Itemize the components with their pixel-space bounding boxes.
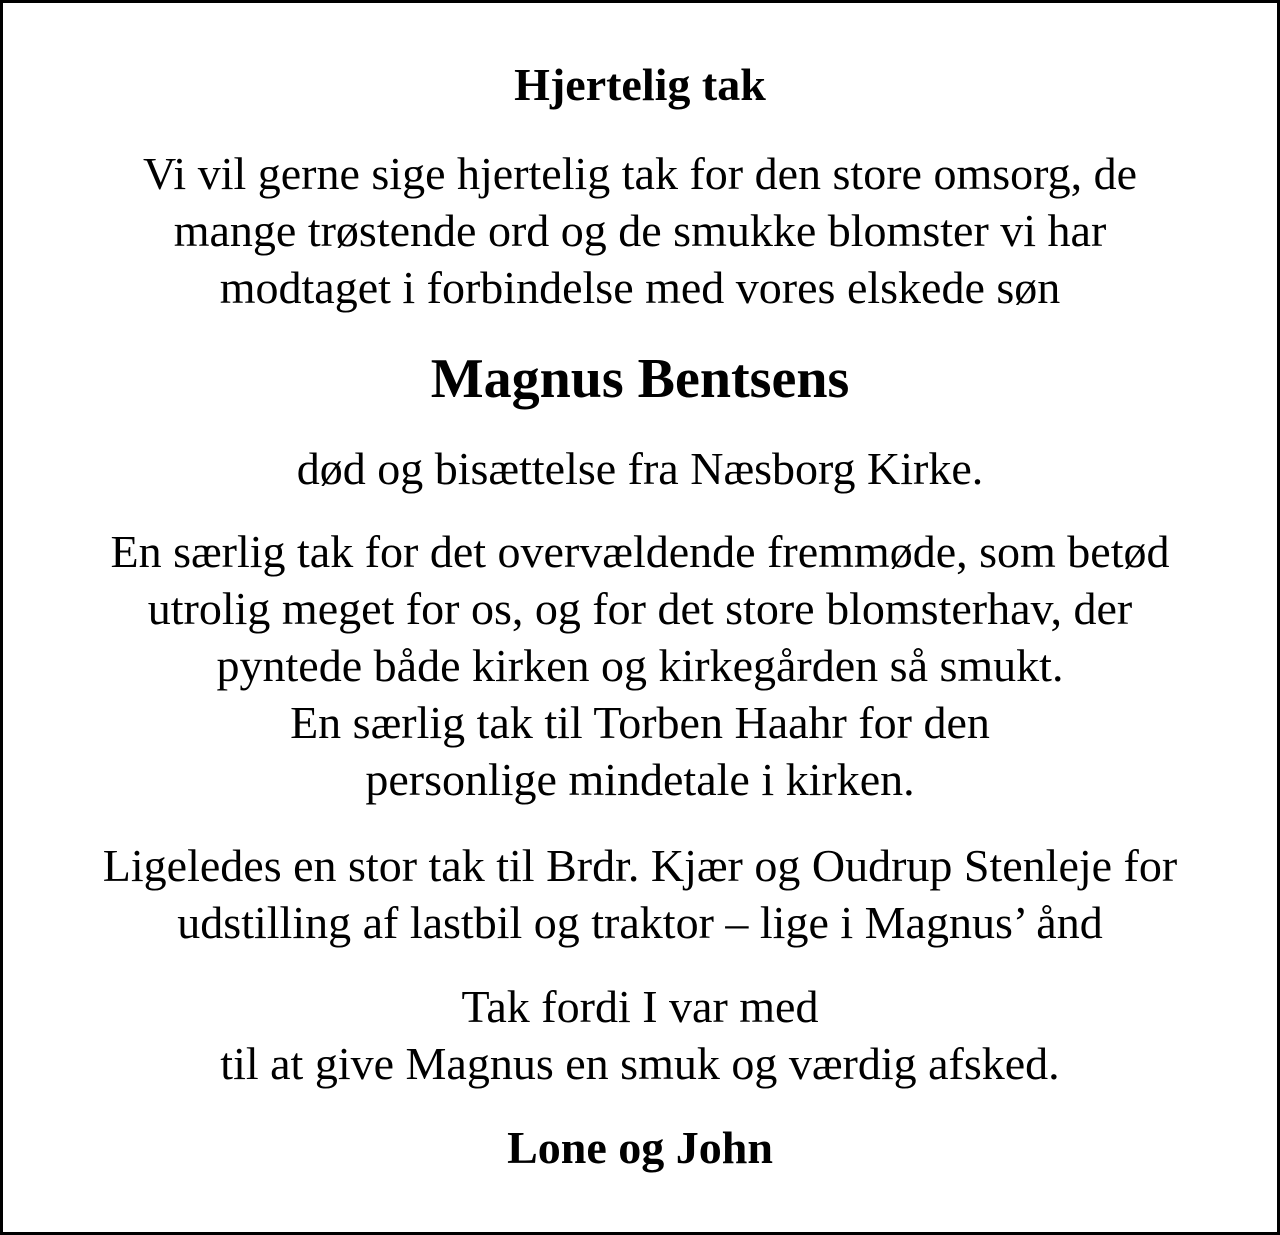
closing-line: til at give Magnus en smuk og værdig afsked.	[220, 1038, 1060, 1089]
signature: Lone og John	[507, 1122, 773, 1173]
notice-heading: Hjertelig tak	[514, 59, 766, 110]
special-thanks-line: pyntede både kirken og kirkegården så smukt.	[216, 640, 1064, 691]
closing-line: Tak fordi I var med	[461, 981, 819, 1032]
intro-line: modtaget i forbindelse med vores elskede søn	[219, 262, 1061, 313]
intro-line: mange trøstende ord og de smukke blomster vi har	[173, 205, 1107, 256]
special-thanks-line: En særlig tak for det overvældende fremmøde, som betød	[110, 526, 1170, 577]
deceased-name: Magnus Bentsens	[430, 348, 850, 410]
likewise-line: udstilling af lastbil og traktor – lige i Magnus’ ånd	[177, 897, 1103, 948]
after-name-line: død og bisættelse fra Næsborg Kirke.	[296, 443, 984, 494]
likewise-line: Ligeledes en stor tak til Brdr. Kjær og Oudrup Stenleje for	[102, 840, 1178, 891]
special-thanks-line: utrolig meget for os, og for det store blomsterhav, der	[147, 583, 1133, 634]
special-thanks-line: En særlig tak til Torben Haahr for den	[290, 697, 990, 748]
special-thanks-line: personlige mindetale i kirken.	[365, 754, 915, 805]
intro-line: Vi vil gerne sige hjertelig tak for den store omsorg, de	[142, 148, 1138, 199]
